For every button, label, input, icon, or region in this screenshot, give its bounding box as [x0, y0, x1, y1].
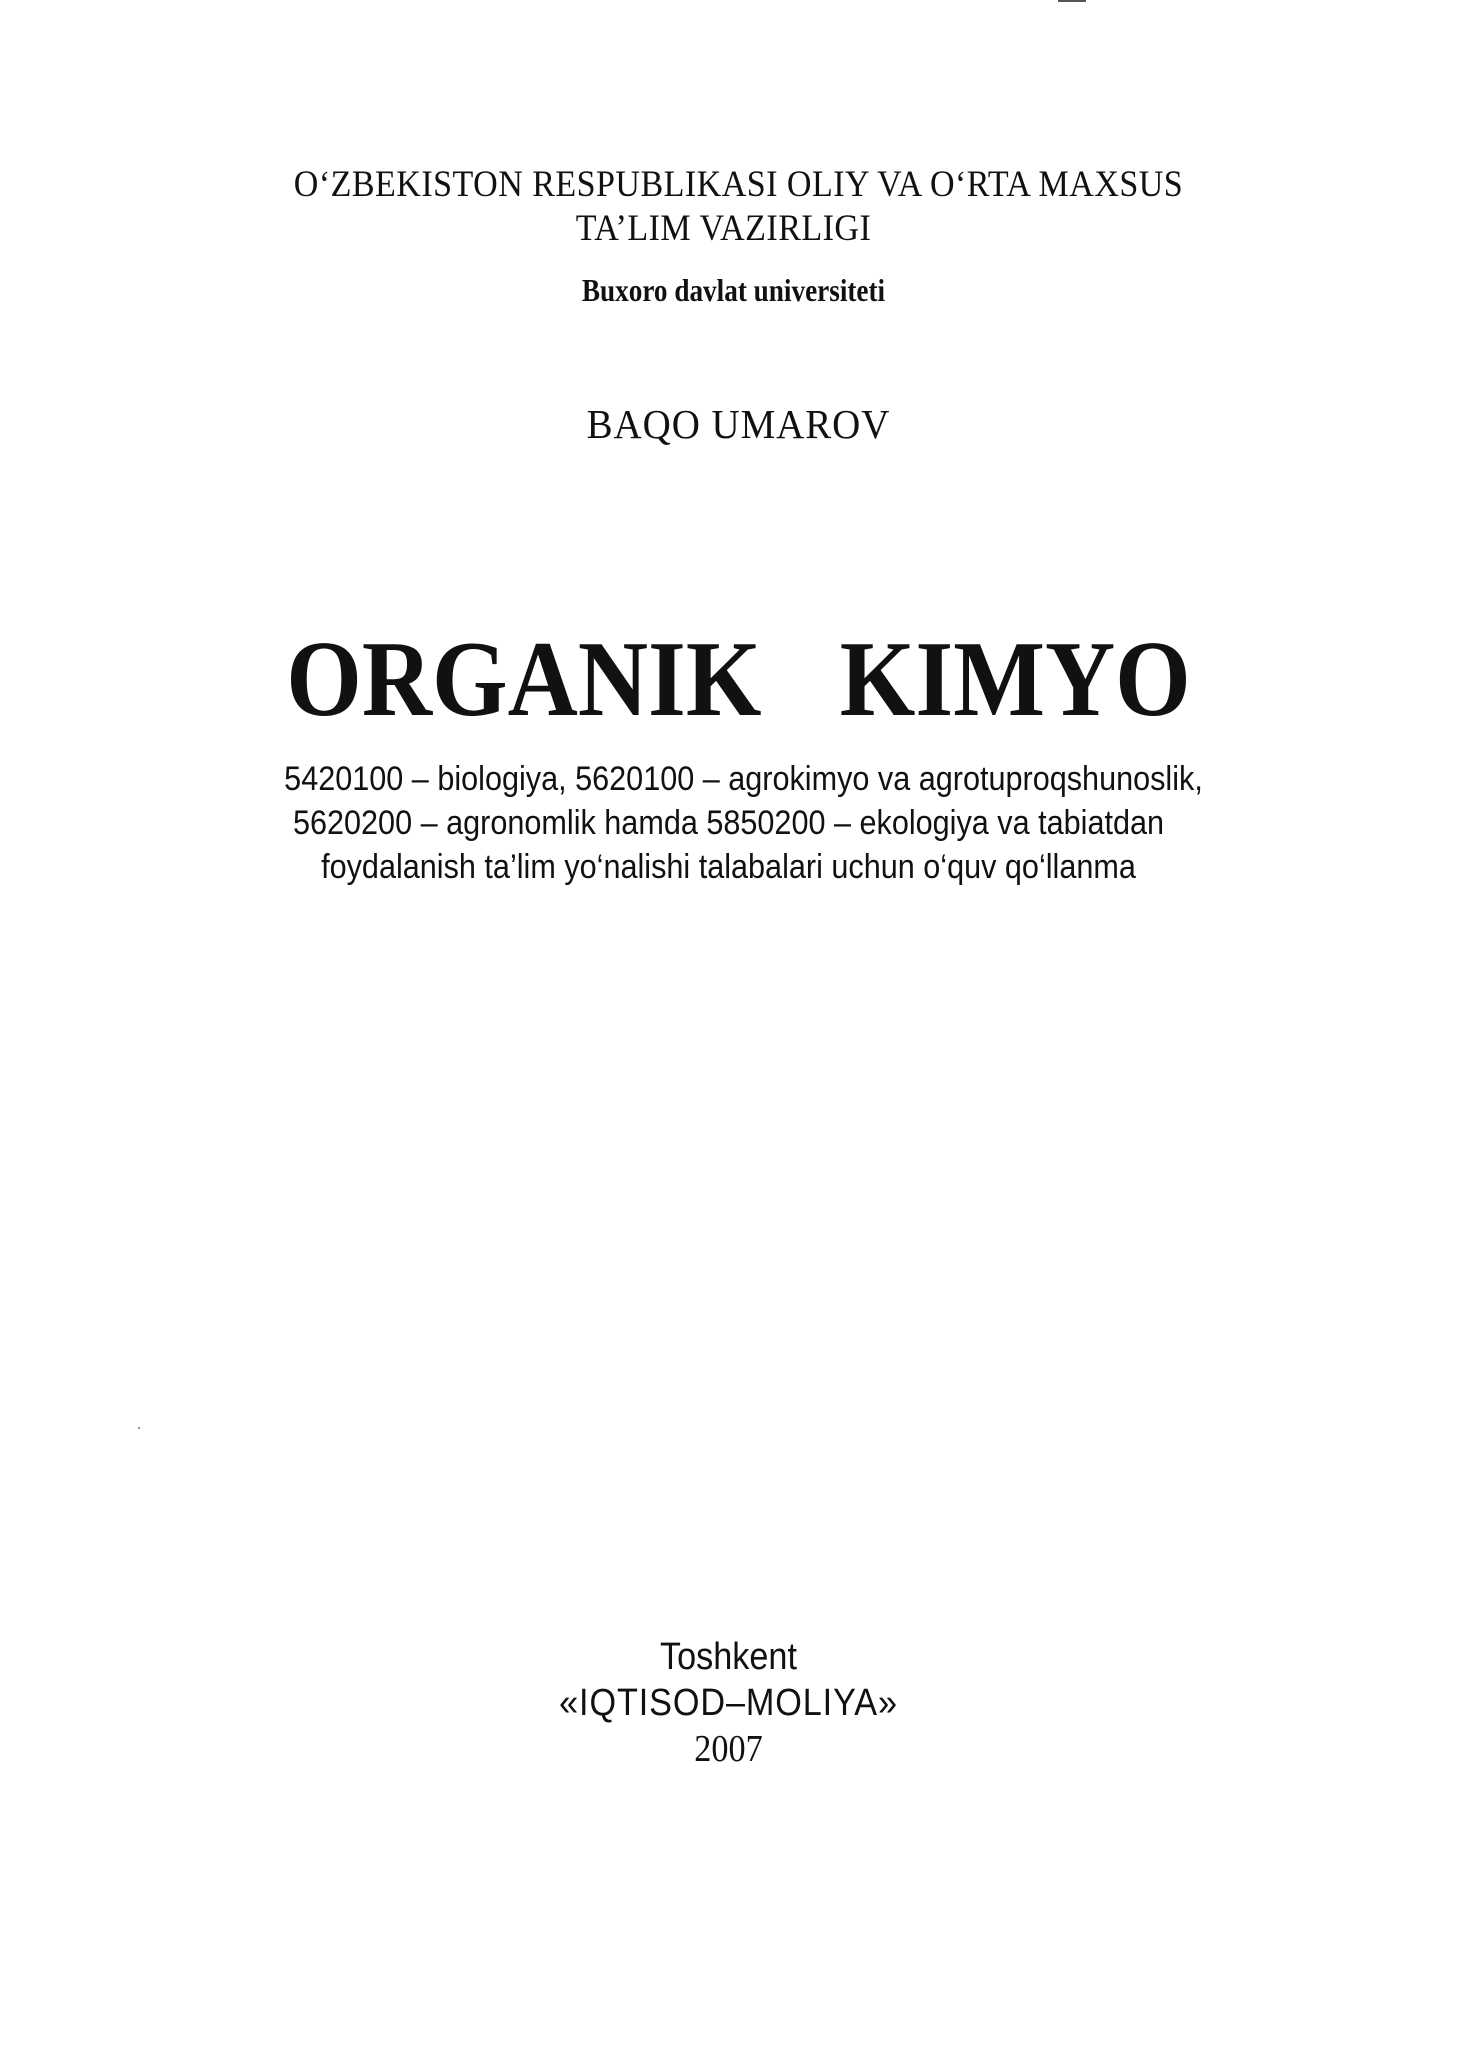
university-name: Buxoro davlat universiteti	[581, 272, 886, 308]
imprint-publisher: «IQTISOD–MOLIYA»	[559, 1682, 898, 1724]
imprint-city: Toshkent	[660, 1636, 797, 1678]
description-line-1: 5420100 – biologiya, 5620100 – agrokimyo va agrotuproqshunoslik,	[284, 760, 1203, 798]
scan-mark	[1058, 0, 1086, 2]
ministry-line-1: O‘ZBEKISTON RESPUBLIKASI OLIY VA O‘RTA MAXSUS	[293, 164, 1184, 205]
scan-speck	[138, 1427, 140, 1429]
description-line-2: 5620200 – agronomlik hamda 5850200 – ekologiya va tabiatdan	[292, 804, 1165, 842]
ministry-line-2: TA’LIM VAZIRLIGI	[575, 208, 872, 249]
author-name: BAQO UMAROV	[586, 401, 891, 447]
imprint-year: 2007	[694, 1728, 763, 1770]
book-title: ORGANIK KIMYO	[286, 620, 1191, 739]
description-line-3: foydalanish ta’lim yo‘nalishi talabalari uchun o‘quv qo‘llanma	[321, 848, 1136, 886]
